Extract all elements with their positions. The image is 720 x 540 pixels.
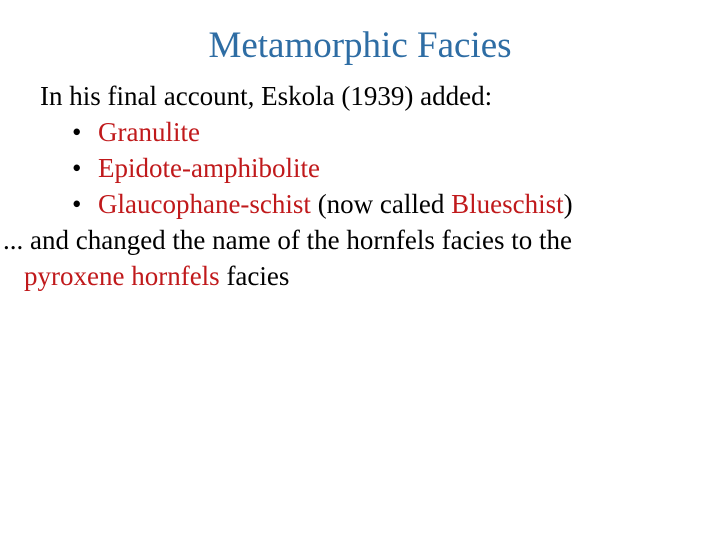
intro-text: In his final account, Eskola (1939) added: xyxy=(40,81,493,111)
slide-body xyxy=(3,78,710,294)
closing-prefix: ... and changed the name of the hornfels facies to the xyxy=(3,225,573,255)
closing-paren: ) xyxy=(563,189,573,219)
term-blueschist: Blueschist xyxy=(451,189,564,219)
now-called-text: (now called xyxy=(310,189,452,219)
closing-suffix: facies xyxy=(219,261,290,291)
bullet-dot-icon: • xyxy=(72,189,82,219)
list-item-granulite xyxy=(72,114,710,150)
term-pyroxene-hornfels: pyroxene hornfels xyxy=(24,261,220,291)
bullet-list xyxy=(40,114,710,222)
closing-paragraph xyxy=(3,222,664,294)
term-granulite: Granulite xyxy=(98,117,200,147)
term-glaucophane-schist: Glaucophane-schist xyxy=(98,189,311,219)
bullet-dot-icon: • xyxy=(72,153,82,183)
bullet-dot-icon: • xyxy=(72,117,82,147)
slide-title: Metamorphic Facies xyxy=(208,25,512,66)
term-epidote-amphibolite: Epidote-amphibolite xyxy=(98,153,320,183)
list-item-epidote-amphibolite xyxy=(72,150,710,186)
list-item-glaucophane-schist xyxy=(72,186,710,222)
